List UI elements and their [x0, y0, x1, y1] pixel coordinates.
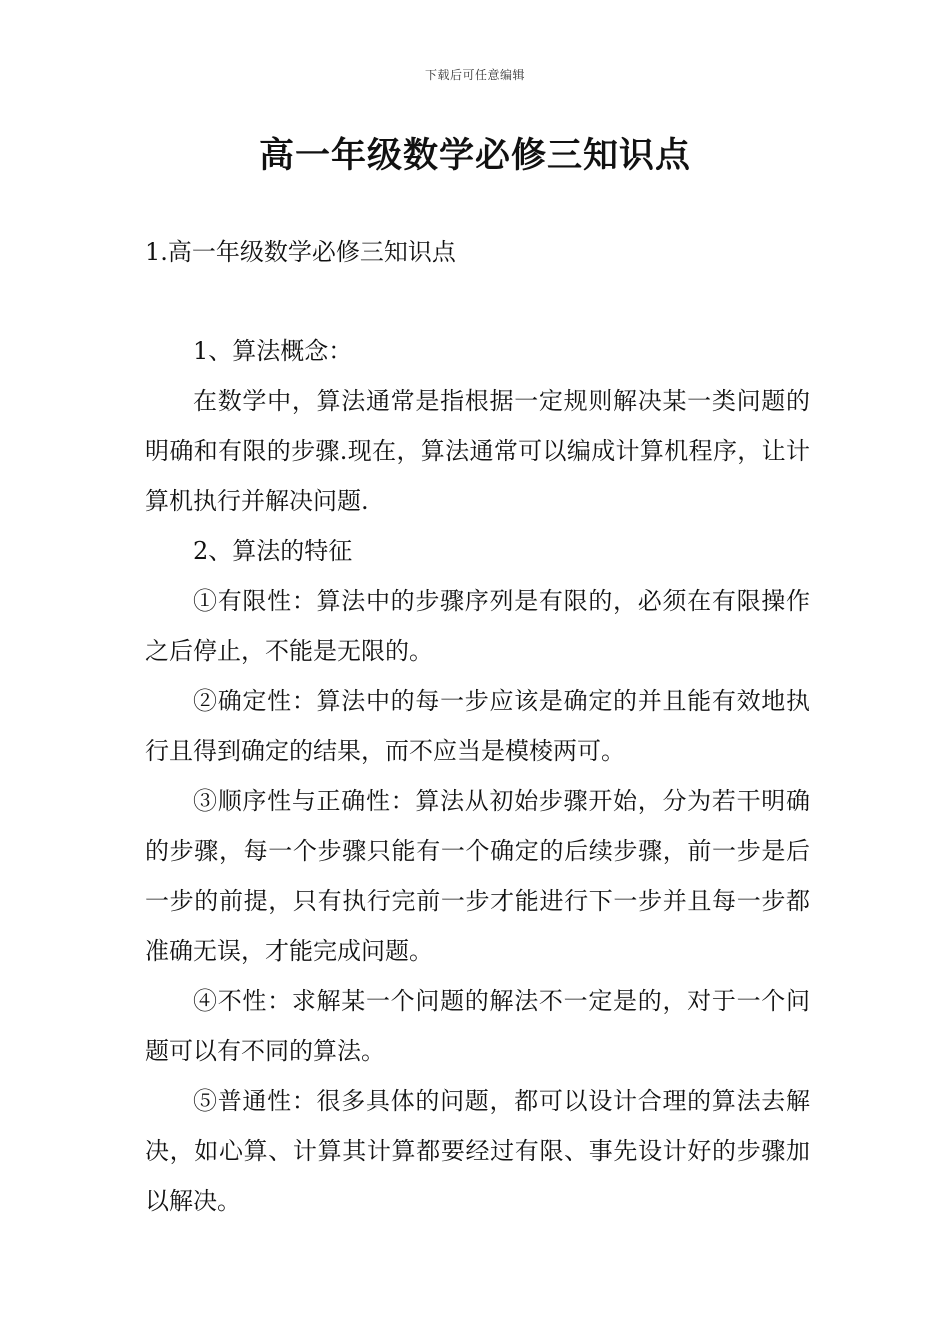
paragraph-sequence-correctness: ③顺序性与正确性：算法从初始步骤开始，分为若干明确的步骤，每一个步骤只能有一个确定的后续步骤，前一步是后一步的前提，只有执行完前一步才能进行下一步并且每一步都准确无误，才能完成问题。 — [145, 787, 810, 965]
document-title: 高一年级数学必修三知识点 — [258, 136, 691, 176]
paragraph-algorithm-definition: 在数学中，算法通常是指根据一定规则解决某一类问题的明确和有限的步骤.现在，算法通常可以编成计算机程序，让计算机执行并解决问题. — [145, 387, 810, 515]
paragraph-algorithm-concept-heading: 1、算法概念： — [193, 337, 353, 365]
paragraph-definiteness: ②确定性：算法中的每一步应该是确定的并且能有效地执行且得到确定的结果，而不应当是模棱两可。 — [145, 687, 810, 765]
paragraph-generality: ⑤普通性：很多具体的问题，都可以设计合理的算法去解决，如心算、计算其计算都要经过有限、事先设计好的步骤加以解决。 — [145, 1087, 810, 1215]
header-note: 下载后可任意编辑 — [424, 68, 525, 82]
document-body — [145, 326, 810, 1226]
paragraph-algorithm-features-heading: 2、算法的特征 — [193, 537, 353, 565]
section-heading: 1.高一年级数学必修三知识点 — [145, 238, 456, 266]
paragraph-finiteness: ①有限性：算法中的步骤序列是有限的，必须在有限操作之后停止，不能是无限的。 — [145, 587, 810, 665]
paragraph-non-uniqueness: ④不性：求解某一个问题的解法不一定是的，对于一个问题可以有不同的算法。 — [145, 987, 810, 1065]
